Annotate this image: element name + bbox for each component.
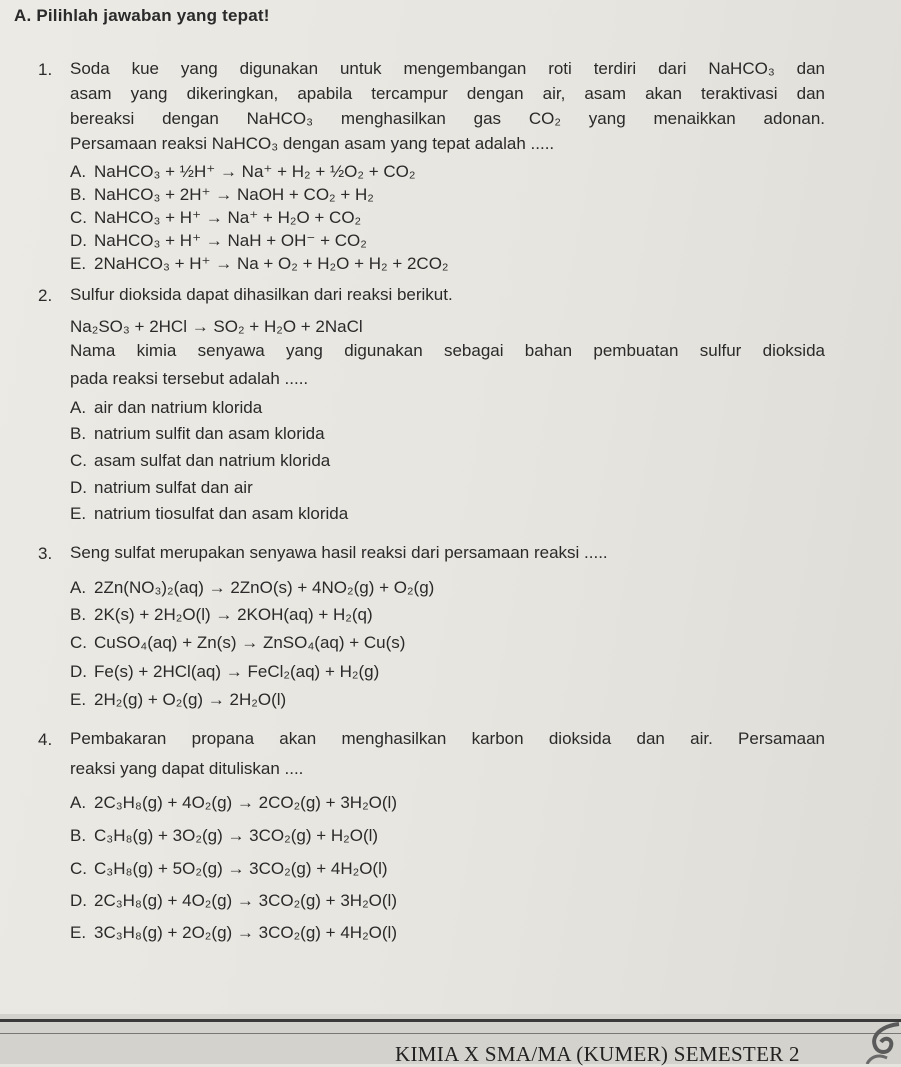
option-text: 2NaHCO₃ + H⁺ → Na + O₂ + H₂O + H₂ + 2CO₂ — [94, 254, 449, 273]
option-text: Fe(s) + 2HCl(aq) → FeCl₂(aq) + H₂(g) — [94, 662, 380, 681]
option-text: CuSO₄(aq) + Zn(s) → ZnSO₄(aq) + Cu(s) — [94, 633, 406, 652]
question-text-line: Nama kimia senyawa yang digunakan sebagai bahan pembuatan sulfur dioksida — [70, 341, 825, 360]
question-text-line: bereaksi dengan NaHCO₃ menghasilkan gas CO₂ yang menaikkan adonan. — [70, 109, 825, 128]
option-label: D. — [70, 231, 87, 250]
question-number: 2. — [38, 286, 53, 305]
option-label: D. — [70, 478, 87, 497]
question-text-line: Pembakaran propana akan menghasilkan karbon dioksida dan air. Persamaan — [70, 729, 825, 748]
question-number: 3. — [38, 544, 53, 563]
option-text: natrium sulfit dan asam klorida — [94, 424, 325, 443]
option-text: asam sulfat dan natrium klorida — [94, 451, 331, 470]
option-text: natrium tiosulfat dan asam klorida — [94, 504, 349, 523]
answer-option[interactable] — [70, 161, 415, 183]
answer-option[interactable] — [70, 207, 361, 229]
option-label: B. — [70, 605, 87, 624]
option-label: D. — [70, 891, 87, 910]
answer-option[interactable] — [70, 661, 379, 683]
option-text: C₃H₈(g) + 5O₂(g) → 3CO₂(g) + 4H₂O(l) — [94, 859, 388, 878]
option-label: C. — [70, 451, 87, 470]
answer-option[interactable] — [70, 253, 449, 275]
answer-option[interactable] — [70, 689, 286, 711]
question-number: 4. — [38, 730, 53, 749]
question-text-line: Seng sulfat merupakan senyawa hasil reaksi dari persamaan reaksi ..... — [70, 543, 608, 562]
option-text: NaHCO₃ + 2H⁺ → NaOH + CO₂ + H₂ — [94, 185, 374, 204]
option-label: E. — [70, 254, 87, 273]
footer-divider — [0, 1019, 901, 1022]
answer-option[interactable] — [70, 503, 348, 525]
answer-option[interactable] — [70, 450, 330, 472]
answer-option[interactable] — [70, 184, 374, 206]
answer-option[interactable] — [70, 825, 378, 847]
answer-option[interactable] — [70, 423, 325, 445]
question-text-line: reaksi yang dapat dituliskan .... — [70, 759, 304, 778]
option-label: E. — [70, 504, 87, 523]
option-text: air dan natrium klorida — [94, 398, 263, 417]
option-label: C. — [70, 208, 87, 227]
question-text-line: Soda kue yang digunakan untuk mengembangan roti terdiri dari NaHCO₃ dan — [70, 59, 825, 78]
option-label: A. — [70, 162, 87, 181]
option-label: E. — [70, 690, 87, 709]
footer-divider-thin — [0, 1033, 901, 1034]
decorative-swirl-icon — [861, 1020, 901, 1064]
option-label: B. — [70, 826, 87, 845]
question-text-line: pada reaksi tersebut adalah ..... — [70, 369, 309, 388]
option-label: A. — [70, 578, 87, 597]
answer-option[interactable] — [70, 230, 367, 252]
option-text: natrium sulfat dan air — [94, 478, 253, 497]
option-text: 2K(s) + 2H₂O(l) → 2KOH(aq) + H₂(q) — [94, 605, 373, 624]
reaction-equation: Na₂SO₃ + 2HCl → SO₂ + H₂O + 2NaCl — [70, 317, 363, 336]
option-text: 3C₃H₈(g) + 2O₂(g) → 3CO₂(g) + 4H₂O(l) — [94, 923, 397, 942]
answer-option[interactable] — [70, 792, 397, 814]
answer-option[interactable] — [70, 632, 405, 654]
option-label: C. — [70, 859, 87, 878]
option-text: NaHCO₃ + H⁺ → NaH + OH⁻ + CO₂ — [94, 231, 367, 250]
option-text: 2C₃H₈(g) + 4O₂(g) → 2CO₂(g) + 3H₂O(l) — [94, 793, 397, 812]
option-text: 2C₃H₈(g) + 4O₂(g) → 3CO₂(g) + 3H₂O(l) — [94, 891, 397, 910]
option-label: A. — [70, 398, 87, 417]
answer-option[interactable] — [70, 577, 434, 599]
answer-option[interactable] — [70, 858, 388, 880]
question-number: 1. — [38, 60, 53, 79]
answer-option[interactable] — [70, 890, 397, 912]
footer-title: KIMIA X SMA/MA (KUMER) SEMESTER 2 — [395, 1042, 800, 1066]
option-label: A. — [70, 793, 87, 812]
option-label: D. — [70, 662, 87, 681]
answer-option[interactable] — [70, 397, 262, 419]
option-label: E. — [70, 923, 87, 942]
option-text: NaHCO₃ + ½H⁺ → Na⁺ + H₂ + ½O₂ + CO₂ — [94, 162, 416, 181]
option-text: C₃H₈(g) + 3O₂(g) → 3CO₂(g) + H₂O(l) — [94, 826, 379, 845]
answer-option[interactable] — [70, 604, 373, 626]
question-text-line: Sulfur dioksida dapat dihasilkan dari reaksi berikut. — [70, 285, 453, 304]
question-text-line: Persamaan reaksi NaHCO₃ dengan asam yang tepat adalah ..... — [70, 134, 555, 153]
option-label: B. — [70, 424, 87, 443]
option-text: 2Zn(NO₃)₂(aq) → 2ZnO(s) + 4NO₂(g) + O₂(g) — [94, 578, 435, 597]
section-heading: A. Pilihlah jawaban yang tepat! — [14, 6, 270, 25]
answer-option[interactable] — [70, 922, 397, 944]
option-label: C. — [70, 633, 87, 652]
question-text-line: asam yang dikeringkan, apabila tercampur dengan air, asam akan teraktivasi dan — [70, 84, 825, 103]
option-text: 2H₂(g) + O₂(g) → 2H₂O(l) — [94, 690, 287, 709]
option-text: NaHCO₃ + H⁺ → Na⁺ + H₂O + CO₂ — [94, 208, 362, 227]
option-label: B. — [70, 185, 87, 204]
answer-option[interactable] — [70, 477, 253, 499]
